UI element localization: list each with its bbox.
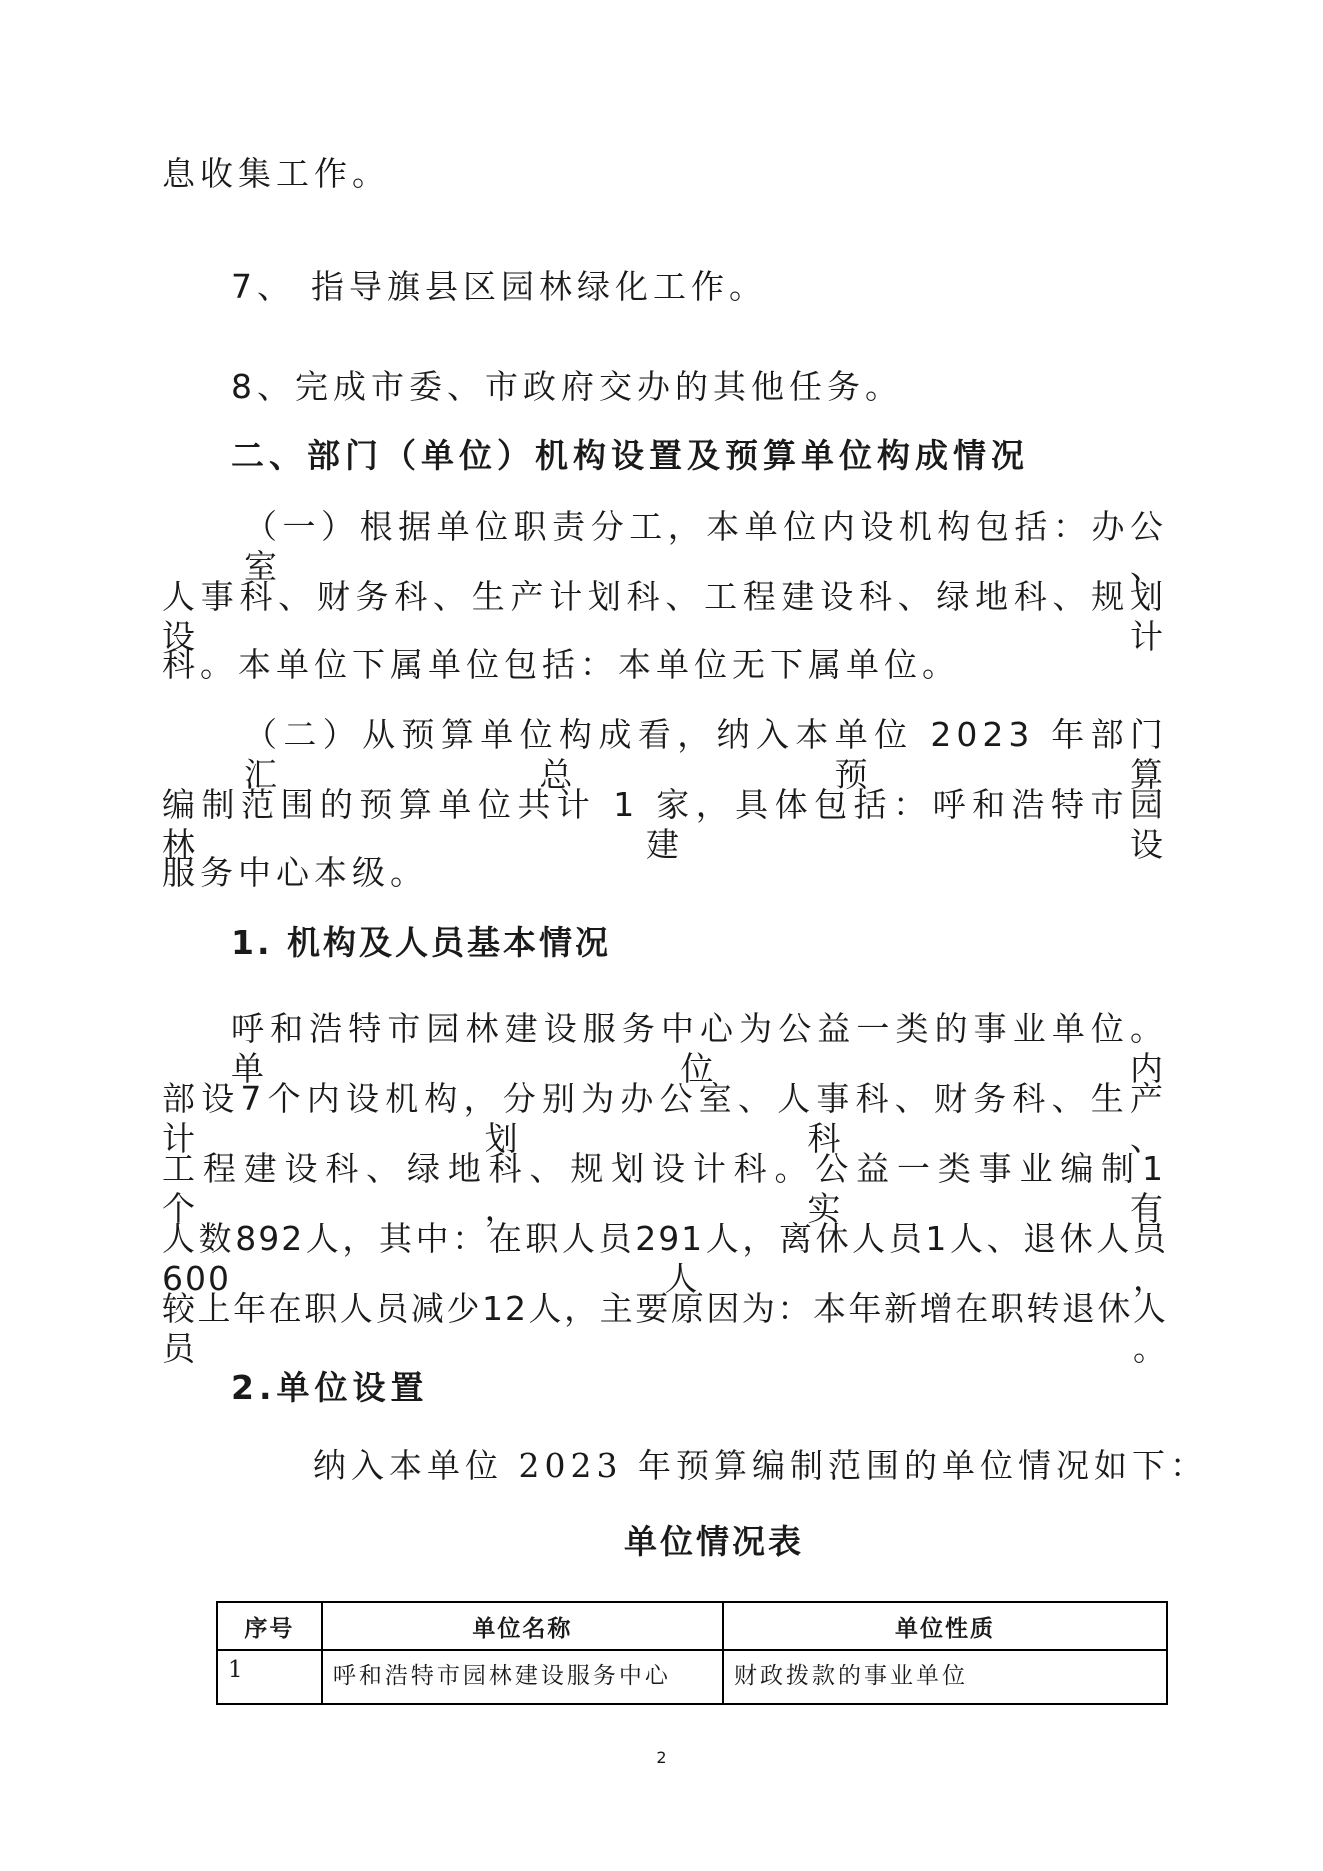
paragraph-2-line-1: （二）从预算单位构成看，纳入本单位 2023 年部门汇总预算 bbox=[244, 715, 1168, 794]
cell-seq: 1 bbox=[217, 1650, 322, 1704]
list-item-8: 8、完成市委、市政府交办的其他任务。 bbox=[231, 367, 903, 406]
paragraph-3-line-4: 人数892人，其中：在职人员291人，离休人员1人、退休人员600人， bbox=[162, 1219, 1168, 1298]
paragraph-3-line-5: 较上年在职人员减少12人，主要原因为：本年新增在职转退休人员。 bbox=[162, 1289, 1168, 1368]
paragraph-3-line-2: 部设7个内设机构，分别为办公室、人事科、财务科、生产计划科、 bbox=[162, 1079, 1168, 1158]
header-unit-name: 单位名称 bbox=[322, 1602, 723, 1650]
subsection-heading-1: 1. 机构及人员基本情况 bbox=[231, 923, 611, 962]
paragraph-3-line-3: 工程建设科、绿地科、规划设计科。公益一类事业编制1个，实有 bbox=[162, 1149, 1168, 1228]
header-seq: 序号 bbox=[217, 1602, 322, 1650]
subsection-heading-2: 2.单位设置 bbox=[231, 1368, 429, 1407]
paragraph-2-line-2: 编制范围的预算单位共计 1 家，具体包括：呼和浩特市园林建设 bbox=[162, 785, 1168, 864]
unit-table bbox=[216, 1601, 1168, 1705]
paragraph-1-line-1: （一）根据单位职责分工，本单位内设机构包括：办公室、 bbox=[244, 507, 1168, 586]
paragraph-1-line-3: 科。本单位下属单位包括：本单位无下属单位。 bbox=[162, 645, 960, 684]
cell-unit-nature: 财政拨款的事业单位 bbox=[723, 1650, 1167, 1704]
page-number: 2 bbox=[656, 1748, 667, 1767]
paragraph-3-line-1: 呼和浩特市园林建设服务中心为公益一类的事业单位。单位内 bbox=[231, 1009, 1168, 1088]
list-item-7-text: 指导旗县区园林绿化工作。 bbox=[311, 267, 767, 306]
table-title: 单位情况表 bbox=[624, 1522, 804, 1561]
header-unit-nature: 单位性质 bbox=[723, 1602, 1167, 1650]
section-heading-2: 二、部门（单位）机构设置及预算单位构成情况 bbox=[231, 436, 1029, 475]
table-header-row bbox=[217, 1602, 1167, 1650]
table-intro-text: 纳入本单位 2023 年预算编制范围的单位情况如下： bbox=[313, 1446, 1208, 1485]
cell-unit-name: 呼和浩特市园林建设服务中心 bbox=[322, 1650, 723, 1704]
list-item-7-number: 7、 bbox=[231, 267, 295, 306]
paragraph-1-line-2: 人事科、财务科、生产计划科、工程建设科、绿地科、规划设计 bbox=[162, 577, 1168, 656]
table-row bbox=[217, 1650, 1167, 1704]
paragraph-continuation: 息收集工作。 bbox=[162, 154, 390, 193]
paragraph-2-line-3: 服务中心本级。 bbox=[162, 853, 428, 892]
